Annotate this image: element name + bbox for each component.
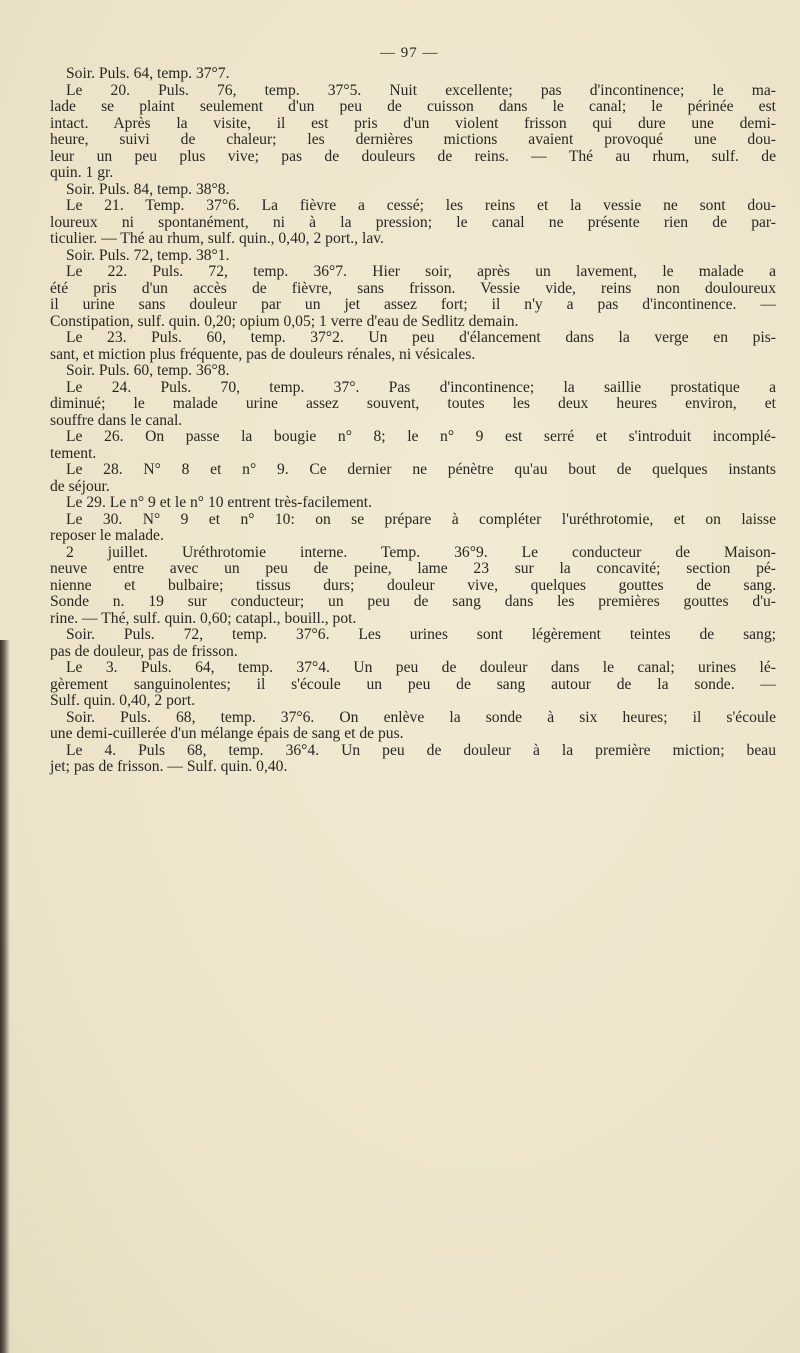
text-line: Le 30. N° 9 et n° 10: on se prépare à compléter l'uréthrotomie, et on laisse	[66, 510, 776, 528]
text-line: lade se plaint seulement d'un peu de cuisson dans le canal; le périnée est	[50, 98, 776, 115]
text-line: reposer le malade.	[50, 527, 164, 544]
text-line: loureux ni spontanément, ni à la pression; le canal ne présente rien de par-	[50, 213, 776, 231]
text-line: jet; pas de frisson. — Sulf. quin. 0,40.	[50, 758, 288, 775]
text-line: Le 23. Puls. 60, temp. 37°2. Un peu d'élancement dans la verge en pis-	[66, 329, 776, 346]
text-line: diminué; le malade urine assez souvent, toutes les deux heures environ, et	[50, 395, 776, 412]
text-line: été pris d'un accès de fièvre, sans frisson. Vessie vide, reins non douloureux	[50, 279, 776, 297]
text-line: Soir. Puls. 72, temp. 38°1.	[66, 246, 230, 264]
text-line: Le 28. N° 8 et n° 9. Ce dernier ne pénètre qu'au bout de quelques instants	[66, 461, 776, 478]
text-line: Le 22. Puls. 72, temp. 36°7. Hier soir, après un lavement, le malade a	[66, 263, 776, 280]
paragraph	[50, 330, 776, 363]
page-body-text	[50, 66, 776, 776]
text-line: intact. Après la visite, il est pris d'un violent frisson qui dure une demi-	[50, 114, 776, 132]
text-line: Soir. Puls. 60, temp. 36°8.	[66, 362, 230, 379]
text-line: Le 24. Puls. 70, temp. 37°. Pas d'incontinence; la saillie prostatique a	[66, 378, 776, 396]
paragraph	[50, 182, 776, 199]
text-line: 2 juillet. Uréthrotomie interne. Temp. 36°9. Le conducteur de Maison-	[66, 543, 776, 561]
text-line: Sonde n. 19 sur conducteur; un peu de sang dans les premières gouttes d'u-	[50, 593, 776, 610]
text-line: Constipation, sulf. quin. 0,20; opium 0,05; 1 verre d'eau de Sedlitz demain.	[50, 312, 519, 330]
text-line: rine. — Thé, sulf. quin. 0,60; catapl., bouill., pot.	[50, 609, 357, 627]
paragraph	[50, 512, 776, 545]
page-number: — 97 —	[380, 45, 439, 61]
paragraph	[50, 380, 776, 430]
paragraph	[50, 429, 776, 462]
text-line: ticulier. — Thé au rhum, sulf. quin., 0,40, 2 port., lav.	[50, 230, 384, 247]
text-line: de séjour.	[50, 477, 110, 495]
paragraph	[50, 743, 776, 776]
paragraph	[50, 264, 776, 330]
paragraph	[50, 495, 776, 512]
text-line: Sulf. quin. 0,40, 2 port.	[50, 692, 196, 709]
text-line: Le 29. Le n° 9 et le n° 10 entrent très-facilement.	[66, 494, 373, 511]
paragraph	[50, 710, 776, 743]
paragraph	[50, 363, 776, 380]
text-line: heure, suivi de chaleur; les dernières mictions avaient provoqué une dou-	[50, 131, 776, 148]
text-line: Soir. Puls. 68, temp. 37°6. On enlève la sonde à six heures; il s'écoule	[66, 708, 776, 726]
text-line: leur un peu plus vive; pas de douleurs de reins. — Thé au rhum, sulf. de	[50, 147, 776, 165]
text-line: Le 3. Puls. 64, temp. 37°4. Un peu de douleur dans le canal; urines lé-	[66, 659, 776, 676]
text-line: pas de douleur, pas de frisson.	[50, 642, 238, 660]
text-line: Soir. Puls. 64, temp. 37°7.	[66, 65, 230, 82]
text-line: Le 26. On passe la bougie n° 8; le n° 9 est serré et s'introduit incomplé-	[66, 428, 776, 445]
text-line: Le 4. Puls 68, temp. 36°4. Un peu de douleur à la première miction; beau	[66, 741, 776, 759]
book-binding-edge	[0, 640, 10, 1353]
paragraph	[50, 627, 776, 660]
text-line: Le 20. Puls. 76, temp. 37°5. Nuit excellente; pas d'incontinence; le ma-	[66, 81, 776, 99]
text-line: une demi-cuillerée d'un mélange épais de sang et de pus.	[50, 725, 404, 742]
paragraph	[50, 462, 776, 495]
paragraph	[50, 198, 776, 248]
paragraph	[50, 83, 776, 182]
text-line: souffre dans le canal.	[50, 411, 183, 429]
text-line: il urine sans douleur par un jet assez fort; il n'y a pas d'incontinence. —	[50, 296, 776, 313]
text-line: sant, et miction plus fréquente, pas de douleurs rénales, ni vésicales.	[50, 345, 476, 363]
text-line: Soir. Puls. 72, temp. 37°6. Les urines sont légèrement teintes de sang;	[66, 626, 776, 643]
text-line: tement.	[50, 444, 97, 462]
paragraph	[50, 66, 776, 83]
text-line: nienne et bulbaire; tissus durs; douleur vive, quelques gouttes de sang.	[50, 576, 776, 594]
paragraph	[50, 248, 776, 265]
text-line: Le 21. Temp. 37°6. La fièvre a cessé; les reins et la vessie ne sont dou-	[66, 197, 776, 214]
text-line: neuve entre avec un peu de peine, lame 23 sur la concavité; section pé-	[50, 560, 776, 577]
paragraph	[50, 660, 776, 710]
text-line: gèrement sanguinolentes; il s'écoule un peu de sang autour de la sonde. —	[50, 675, 776, 693]
paragraph	[50, 545, 776, 628]
text-line: Soir. Puls. 84, temp. 38°8.	[66, 180, 230, 198]
text-line: quin. 1 gr.	[50, 164, 114, 181]
